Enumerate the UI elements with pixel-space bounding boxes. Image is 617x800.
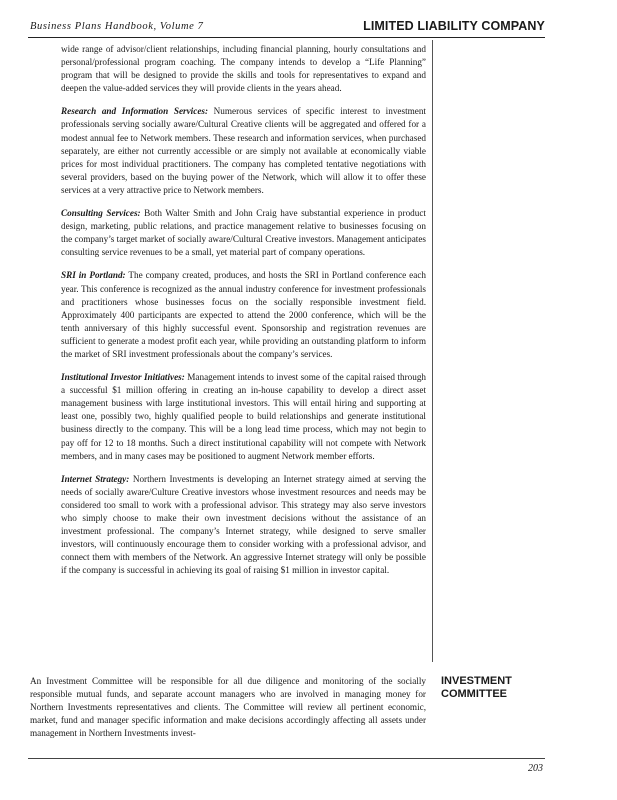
institutional-body: Management intends to invest some of the capital raised through a successful $1 million offering in creating an in-house capability to develop a direct asset management business with large institutional investors. This will entail hiring and supporting at least one, possibly two, highly qualified people to build relationships and generate institutional business directly to the company. This will be a long lead time process, which may not begin to pay off for 12 to 18 months. Such a direct institutional capability will not compete with Network members, and in many cases may be positioned to augment Network member efforts. — [61, 372, 427, 461]
consulting-lead: Consulting Services: — [61, 208, 141, 219]
side-heading-line-1: INVESTMENT — [441, 675, 512, 687]
research-body: Numerous services of specific interest to investment professionals serving socially aware/Cultural Creative clients will be aggregated and offered for a modest annual fee to Network members. These research and information services, when purchased separately, are either not currently accessible or are simply not available at economically viable prices for most individual practitioners. The company has completed tentative negotiations with several providers, based on the buying power of the Network, which will allow it to offer these services at a very attractive price to Network members. — [61, 106, 426, 195]
internet-lead: Internet Strategy: — [61, 473, 130, 484]
running-header-section: LIMITED LIABILITY COMPANY — [363, 19, 545, 33]
intro-paragraph: wide range of advisor/client relationships, including financial planning, hourly consultations and personal/professional program coaching. The company intends to develop a “Life Planning” program that will be designed to provide the skills and tools for representatives to expand and deepen the value-added services they will provide clients in the years ahead. — [61, 44, 426, 94]
consulting-paragraph — [61, 207, 426, 259]
sri-lead: SRI in Portland: — [61, 270, 126, 281]
sri-paragraph — [61, 269, 426, 361]
section-side-heading — [441, 675, 512, 701]
sri-body: The company created, produces, and hosts the SRI in Portland conference each year. This conference is recognized as the annual industry conference for investment professionals and practitioners whose businesses focus on the socially responsible investment field. Approximately 400 participants are expected to attend the 2000 conference, which will be the tenth anniversary of this highly successful event. Sponsorship and registration revenues are sufficient to generate a modest profit each year, while providing an outstanding platform to inform the market of SRI investment professionals about the company’s services. — [61, 270, 426, 359]
research-lead: Research and Information Services: — [61, 106, 209, 117]
internet-body: Northern Investments is developing an Internet strategy aimed at serving the needs of socially aware/Culture Creative investors whose investment resources and needs may be considered too small to work with a professional advisor. This strategy may also serve investors who simply choose to make their own investment decisions without the assistance of an investment professional. The company’s Internet strategy, while designed to serve smaller investors, will continuously encourage them to consider working with a professional advisor, and connect them with members of the Network. An aggressive Internet strategy will only be possible if the company is successful in achieving its goal of raising $1 million in investor capital. — [61, 473, 426, 576]
side-heading-line-2: COMMITTEE — [441, 688, 507, 700]
institutional-paragraph — [61, 371, 426, 463]
main-text-column — [61, 43, 426, 587]
page-number: 203 — [528, 763, 543, 774]
committee-text-column — [30, 675, 426, 740]
committee-paragraph: An Investment Committee will be responsible for all due diligence and monitoring of the socially responsible mutual funds, and separate account managers who are involved in managing money for Northern Investments representatives and clients. The Committee will review all pertinent economic, market, fund and manager specific information and make decisions accordingly affecting all assets under management in Northern Investments invest- — [30, 676, 426, 739]
footer-divider — [28, 758, 545, 759]
institutional-lead: Institutional Investor Initiatives: — [61, 372, 185, 383]
column-divider — [432, 40, 433, 662]
research-paragraph — [61, 105, 426, 197]
running-header-title: Business Plans Handbook, Volume 7 — [30, 21, 204, 32]
header-divider — [28, 37, 545, 38]
internet-paragraph — [61, 473, 426, 578]
consulting-body: Both Walter Smith and John Craig have substantial experience in product design, marketing, public relations, and practice management relative to businesses focusing on the company’s target market of socially aware/Cultural Creative investors. Management anticipates consulting service revenues to be a small, yet material part of company operations. — [61, 208, 426, 258]
